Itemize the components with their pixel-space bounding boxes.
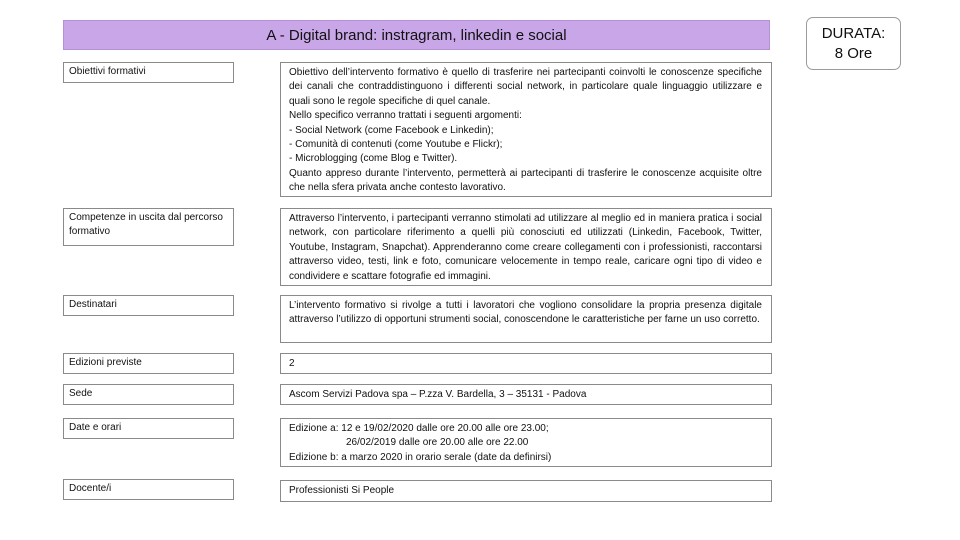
label-date: Date e orari: [63, 418, 234, 439]
value-date: [280, 418, 772, 467]
value-edizioni: 2: [280, 353, 772, 374]
obiettivi-bullet-2: - Comunità di contenuti (come Youtube e Flickr);: [289, 139, 503, 151]
label-destinatari: Destinatari: [63, 295, 234, 316]
value-docente: Professionisti Si People: [280, 480, 772, 502]
date-line-3: Edizione b: a marzo 2020 in orario serale (date da definirsi): [289, 451, 552, 463]
page-title: [63, 20, 770, 50]
value-sede: Ascom Servizi Padova spa – P.zza V. Bardella, 3 – 35131 - Padova: [280, 384, 772, 405]
duration-value: 8 Ore: [834, 44, 873, 62]
obiettivi-text-3: Quanto appreso durante l’intervento, permetterà ai partecipanti di trasferire le conoscenze acquisite oltre che nella sfera privata anche contesto lavorativo.: [289, 167, 762, 194]
label-sede: Sede: [63, 384, 234, 405]
duration-box: [806, 17, 901, 70]
date-line-1: Edizione a: 12 e 19/02/2020 dalle ore 20.00 alle ore 23.00;: [289, 423, 549, 434]
duration-label: DURATA:: [821, 24, 886, 42]
value-obiettivi: [280, 62, 772, 197]
obiettivi-bullet-1: - Social Network (come Facebook e Linkedin);: [289, 124, 494, 136]
label-docente: Docente/i: [63, 479, 234, 500]
label-competenze: Competenze in uscita dal percorso formativo: [63, 208, 234, 246]
date-line-2: 26/02/2019 dalle ore 20.00 alle ore 22.00: [346, 437, 529, 449]
label-obiettivi: Obiettivi formativi: [63, 62, 234, 83]
page-title-text: A - Digital brand: instragram, linkedin e social: [266, 26, 567, 44]
obiettivi-bullet-3: - Microblogging (come Blog e Twitter).: [289, 153, 458, 165]
value-destinatari: L’intervento formativo si rivolge a tutti i lavoratori che vogliono consolidare la propria presenza digitale attraverso l’utilizzo di opportuni strumenti social, conoscendone le caratteristiche per farne un uso corretto.: [280, 295, 772, 343]
obiettivi-text-1: Obiettivo dell’intervento formativo è quello di trasferire nei partecipanti coinvolti le conoscenze specifiche dei canali che contraddistinguono i differenti social network, in particolare quale linguaggio utilizzare e quali sono le regole specifiche di quel canale.: [289, 67, 762, 107]
value-competenze: Attraverso l’intervento, i partecipanti verranno stimolati ad utilizzare al meglio ed in maniera pratica i social network, con particolare riferimento a quelli più conosciuti ed utilizzati (Linkedin, Facebook, Twitter, Youtube, Instagram, Snapchat). Apprenderanno come creare collegamenti con i professionisti, raccontarsi attraverso video, testi, link e foto, comunicare velocemente in tempo reale, caricare ogni tipo di video e condividere e scattare fotografie ed immagini.: [280, 208, 772, 286]
label-edizioni: Edizioni previste: [63, 353, 234, 374]
obiettivi-text-2: Nello specifico verranno trattati i seguenti argomenti:: [289, 110, 522, 122]
